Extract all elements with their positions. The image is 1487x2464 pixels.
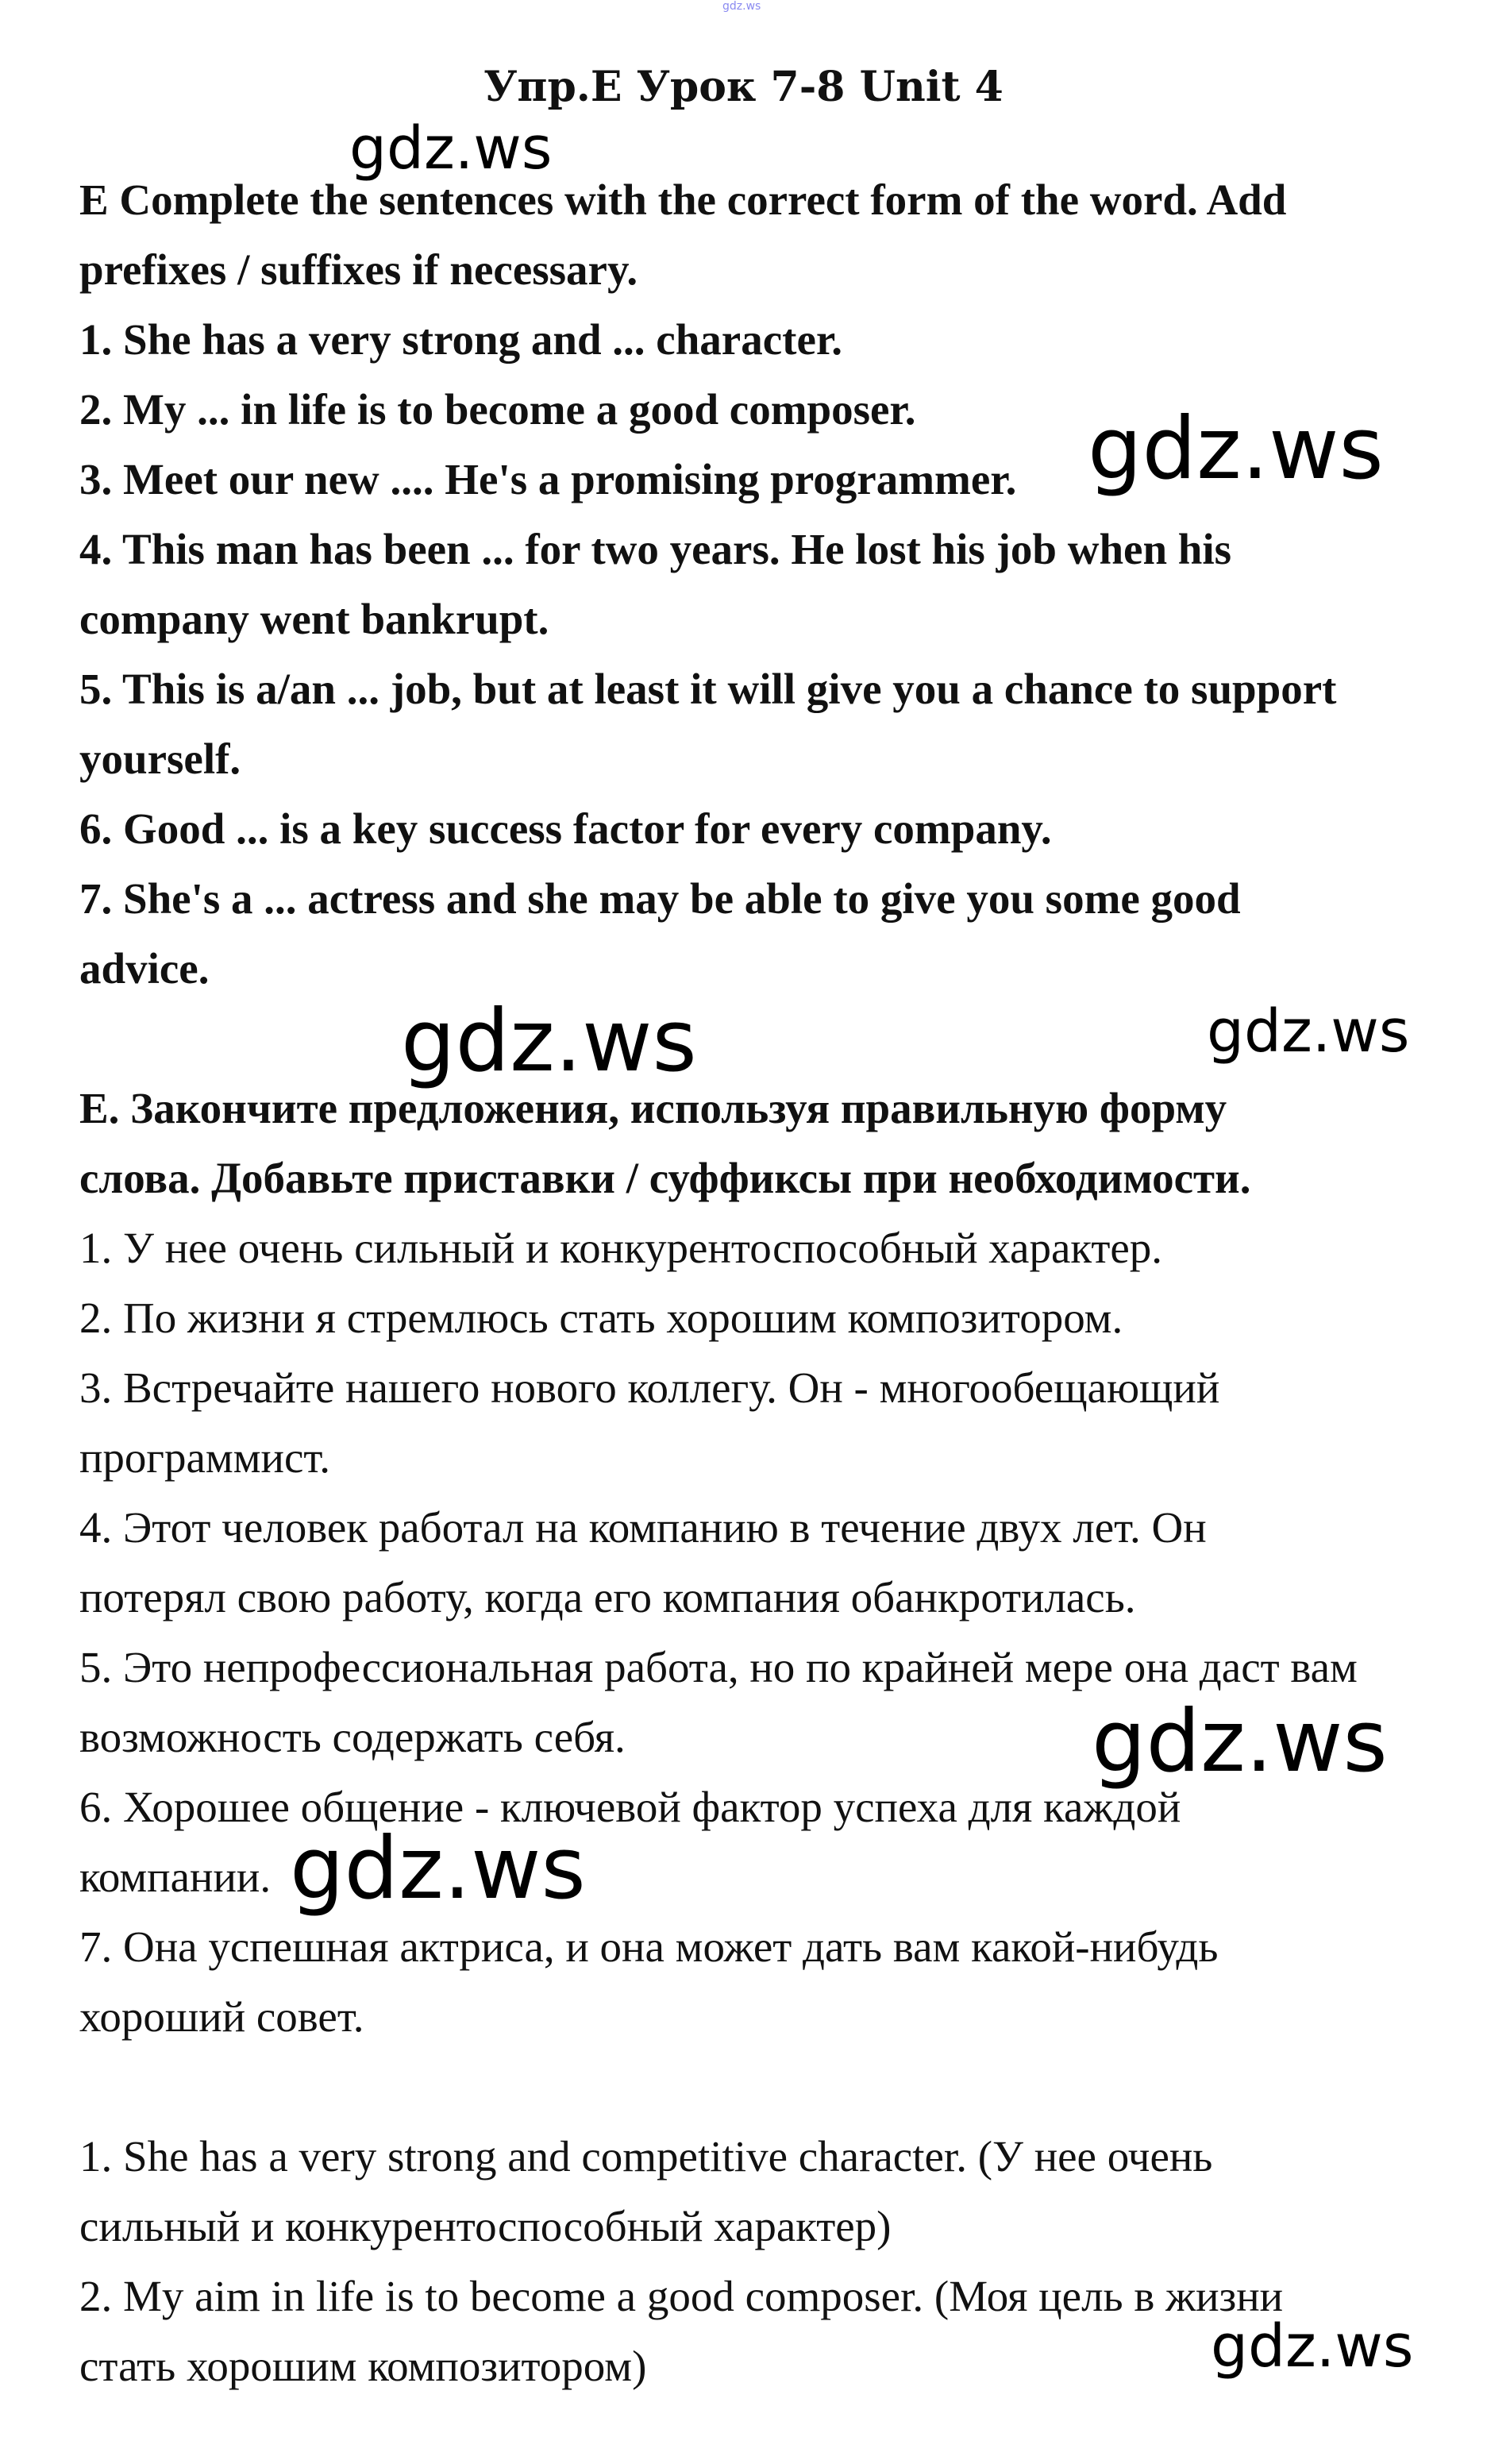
watermark: gdz.ws [401,992,697,1091]
ru-sentence-6: 6. Хорошее общение - ключевой фактор успеха для каждой [79,1783,1181,1831]
ru-sentence-3-cont: программист. [79,1433,331,1482]
watermark: gdz.ws [349,114,553,183]
ru-sentence-3: 3. Встречайте нашего нового коллегу. Он - многообещающий [79,1363,1220,1412]
ru-heading-cont: слова. Добавьте приставки / суффиксы при необходимости. [79,1154,1251,1202]
task-line: prefixes / suffixes if necessary. [79,245,638,294]
ru-sentence-5: 5. Это непрофессиональная работа, но по крайней мере она даст вам [79,1643,1358,1691]
ru-sentence-4-cont: потерял свою работу, когда его компания обанкротилась. [79,1573,1136,1621]
answer-1-cont: сильный и конкурентоспособный характер) [79,2202,892,2250]
answer-2-cont: стать хорошим композитором) [79,2342,647,2390]
ru-sentence-7-cont: хороший совет. [79,1992,364,2041]
sentence-4-cont: company went bankrupt. [79,595,549,643]
sentence-2: 2. My ... in life is to become a good composer. [79,385,916,434]
watermark: gdz.ws [290,1819,586,1918]
sentence-4: 4. This man has been ... for two years. He lost his job when his [79,525,1232,573]
ru-sentence-7: 7. Она успешная актриса, и она может дать вам какой-нибудь [79,1922,1219,1971]
ru-sentence-5-cont: возможность содержать себя. [79,1713,626,1761]
watermark: gdz.ws [1211,2312,1414,2381]
sentence-7: 7. She's a ... actress and she may be able to give you some good [79,874,1241,923]
ru-sentence-4: 4. Этот человек работал на компанию в течение двух лет. Он [79,1503,1207,1552]
sentence-6: 6. Good ... is a key success factor for every company. [79,804,1052,853]
sentence-3: 3. Meet our new .... He's a promising programmer. [79,455,1017,503]
sentence-1: 1. She has a very strong and ... character. [79,315,842,364]
sentence-7-cont: advice. [79,944,210,993]
watermark: gdz.ws [1088,399,1384,499]
ru-heading: E. Закончите предложения, используя правильную форму [79,1084,1227,1132]
ru-sentence-1: 1. У нее очень сильный и конкурентоспособный характер. [79,1224,1163,1272]
watermark: gdz.ws [1207,997,1410,1066]
answer-2: 2. My aim in life is to become a good composer. (Моя цель в жизни [79,2272,1284,2320]
top-watermark: gdz.ws [722,0,761,13]
sentence-5-cont: yourself. [79,735,241,783]
watermark: gdz.ws [1092,1692,1388,1791]
ru-sentence-6-cont: компании. [79,1853,272,1901]
page-title: Упр.E Урок 7-8 Unit 4 [483,63,1004,111]
sentence-5: 5. This is a/an ... job, but at least it will give you a chance to support [79,665,1337,713]
task-line: E Complete the sentences with the correct form of the word. Add [79,175,1287,224]
answer-1: 1. She has a very strong and competitive character. (У нее очень [79,2132,1213,2181]
ru-sentence-2: 2. По жизни я стремлюсь стать хорошим композитором. [79,1294,1123,1342]
